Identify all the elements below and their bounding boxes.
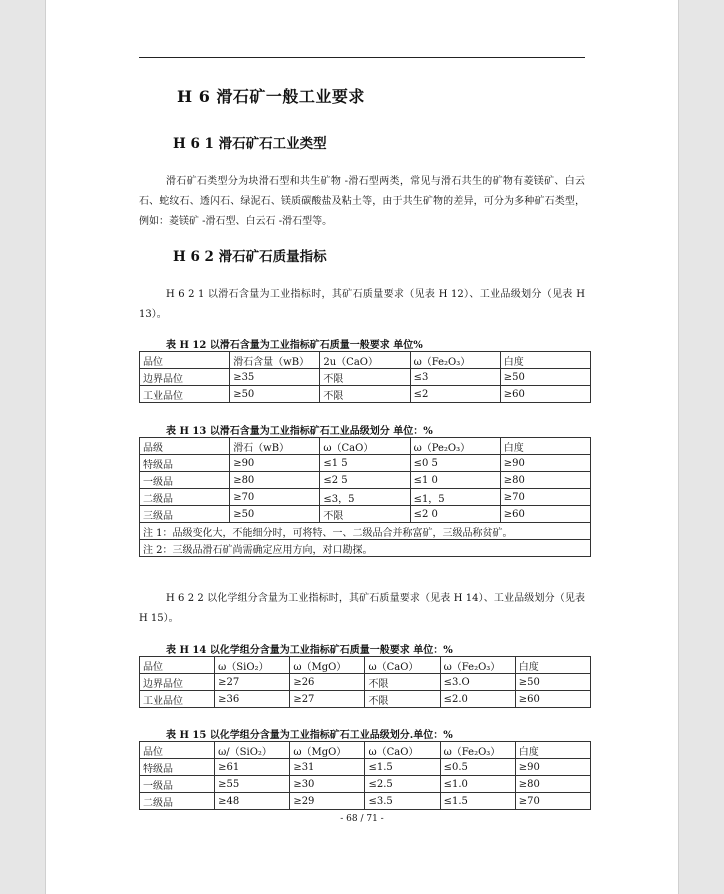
table-cell: ≥90 [230, 455, 320, 472]
table-cell: ≥35 [230, 369, 320, 386]
table-cell: 白度 [500, 438, 590, 455]
table-cell: ≥48 [215, 793, 290, 810]
table-cell: ≥70 [500, 489, 590, 506]
table-cell: ≥60 [500, 506, 590, 523]
table-caption-h12: 表 H 12 以滑石含量为工业指标矿石质量一般要求 单位% [166, 340, 423, 351]
table-cell: 品位 [140, 352, 230, 369]
table-cell: ≤3.5 [365, 793, 440, 810]
table-h14 [139, 656, 591, 708]
table-row [140, 455, 591, 472]
table-note: 注 2：三级品滑石矿尚需确定应用方向，对口勘探。 [140, 540, 591, 557]
table-cell: ω（CaO） [365, 657, 440, 674]
table-cell: 白度 [515, 742, 590, 759]
table-h12 [139, 351, 591, 403]
paragraph-ore-types: 滑石矿石类型分为块滑石型和共生矿物 -滑石型两类，常见与滑石共生的矿物有菱镁矿、白云石、蛇纹石、透闪石、绿泥石、镁质碳酸盐及粘土等，由于共生矿物的差异，可分为多种矿石类型，例如：菱镁矿 -滑石型、白云石 -滑石型等。 [139, 176, 585, 227]
table-cell: ≥27 [290, 691, 365, 708]
table-row [140, 352, 591, 369]
table-cell: ≤3.O [440, 674, 515, 691]
table-cell: ≤2 5 [320, 472, 410, 489]
table-cell: 二级品 [140, 489, 230, 506]
table-caption-h15: 表 H 15 以化学组分含量为工业指标矿石工业品级划分.单位：% [166, 730, 453, 741]
table-cell: ≥90 [500, 455, 590, 472]
table-cell: ≥50 [230, 506, 320, 523]
table-cell: ≤3 [410, 369, 500, 386]
table-cell: ω（Fe₂O₃） [440, 657, 515, 674]
heading-h62: H 6 2 滑石矿石质量指标 [173, 249, 327, 265]
document-page [45, 0, 679, 894]
table-cell: ≤1 5 [320, 455, 410, 472]
table-cell: ≥80 [515, 776, 590, 793]
table-row [140, 489, 591, 506]
table-cell: 品位 [140, 742, 215, 759]
table-cell: ω（CaO） [365, 742, 440, 759]
table-cell: ≥50 [500, 369, 590, 386]
table-cell: 白度 [515, 657, 590, 674]
heading-h6: H 6 滑石矿一般工业要求 [177, 87, 365, 106]
table-row [140, 386, 591, 403]
table-cell: ≥55 [215, 776, 290, 793]
table-cell: 2u（CaO） [320, 352, 410, 369]
table-cell: ≥36 [215, 691, 290, 708]
table-cell: 边界品位 [140, 369, 230, 386]
table-h15 [139, 741, 591, 810]
table-row [140, 657, 591, 674]
table-cell: ≥26 [290, 674, 365, 691]
table-cell: 一级品 [140, 776, 215, 793]
table-cell: 不限 [320, 386, 410, 403]
table-cell: 工业品位 [140, 691, 215, 708]
table-cell: ≥29 [290, 793, 365, 810]
table-cell: 滑石（wB） [230, 438, 320, 455]
page-number: - 68 / 71 - [340, 814, 384, 824]
table-cell: 不限 [365, 691, 440, 708]
table-cell: ≤1 0 [410, 472, 500, 489]
table-cell: 不限 [365, 674, 440, 691]
table-cell: ≤1.5 [365, 759, 440, 776]
table-cell: ω（Pe₂O₃） [410, 438, 500, 455]
table-caption-h13: 表 H 13 以滑石含量为工业指标矿石工业品级划分 单位：% [166, 426, 433, 437]
table-cell: ≤2.0 [440, 691, 515, 708]
table-row [140, 691, 591, 708]
table-cell: ≤1.5 [440, 793, 515, 810]
table-row [140, 742, 591, 759]
table-cell: ≤3，5 [320, 489, 410, 506]
table-row [140, 472, 591, 489]
table-cell: ≥80 [500, 472, 590, 489]
table-cell: ≥30 [290, 776, 365, 793]
table-note-row [140, 540, 591, 557]
table-note-row [140, 523, 591, 540]
table-cell: ω（Fe₂O₃） [410, 352, 500, 369]
table-h13 [139, 437, 591, 557]
table-row [140, 674, 591, 691]
table-row [140, 776, 591, 793]
table-cell: ≥27 [215, 674, 290, 691]
table-cell: 品级 [140, 438, 230, 455]
table-cell: ω（CaO） [320, 438, 410, 455]
table-cell: 滑石含量（wB） [230, 352, 320, 369]
table-cell: ≤2 0 [410, 506, 500, 523]
table-cell: ≥50 [515, 674, 590, 691]
table-cell: 一级品 [140, 472, 230, 489]
table-cell: ≤0 5 [410, 455, 500, 472]
table-caption-h14: 表 H 14 以化学组分含量为工业指标矿石质量一般要求 单位：% [166, 645, 453, 656]
table-cell: 特级品 [140, 759, 215, 776]
table-row [140, 438, 591, 455]
table-cell: 工业品位 [140, 386, 230, 403]
table-cell: ω（Fe₂O₃） [440, 742, 515, 759]
table-cell: ω（SiO₂） [215, 657, 290, 674]
table-note: 注 1：品级变化大，不能细分时，可将特、一、二级品合并称富矿，三级品称贫矿。 [140, 523, 591, 540]
table-cell: ≥70 [230, 489, 320, 506]
table-cell: ≥60 [515, 691, 590, 708]
table-cell: ≥70 [515, 793, 590, 810]
table-cell: ≥61 [215, 759, 290, 776]
table-cell: ≤2 [410, 386, 500, 403]
table-cell: 品位 [140, 657, 215, 674]
table-cell: 二级品 [140, 793, 215, 810]
table-cell: ω（MgO） [290, 657, 365, 674]
table-cell: ω（MgO） [290, 742, 365, 759]
table-row [140, 793, 591, 810]
table-cell: 白度 [500, 352, 590, 369]
table-cell: 三级品 [140, 506, 230, 523]
table-cell: ≤0.5 [440, 759, 515, 776]
table-cell: 不限 [320, 506, 410, 523]
table-cell: ≥31 [290, 759, 365, 776]
table-row [140, 506, 591, 523]
table-cell: 不限 [320, 369, 410, 386]
table-cell: 边界品位 [140, 674, 215, 691]
table-cell: 特级品 [140, 455, 230, 472]
table-cell: ≤1，5 [410, 489, 500, 506]
paragraph-h621: H 6 2 1 以滑石含量为工业指标时，其矿石质量要求（见表 H 12）、工业品级划分（见表 H 13）。 [139, 289, 585, 320]
table-cell: ≥60 [500, 386, 590, 403]
table-cell: ≥80 [230, 472, 320, 489]
header-rule [139, 57, 585, 58]
paragraph-h622: H 6 2 2 以化学组分含量为工业指标时，其矿石质量要求（见表 H 14）、工业品级划分（见表 H 15）。 [139, 593, 585, 624]
heading-h61: H 6 1 滑石矿石工业类型 [173, 136, 327, 152]
table-row [140, 759, 591, 776]
table-row [140, 369, 591, 386]
table-cell: ≥50 [230, 386, 320, 403]
table-cell: ≤1.0 [440, 776, 515, 793]
table-cell: ω/（SiO₂） [215, 742, 290, 759]
table-cell: ≤2.5 [365, 776, 440, 793]
table-cell: ≥90 [515, 759, 590, 776]
